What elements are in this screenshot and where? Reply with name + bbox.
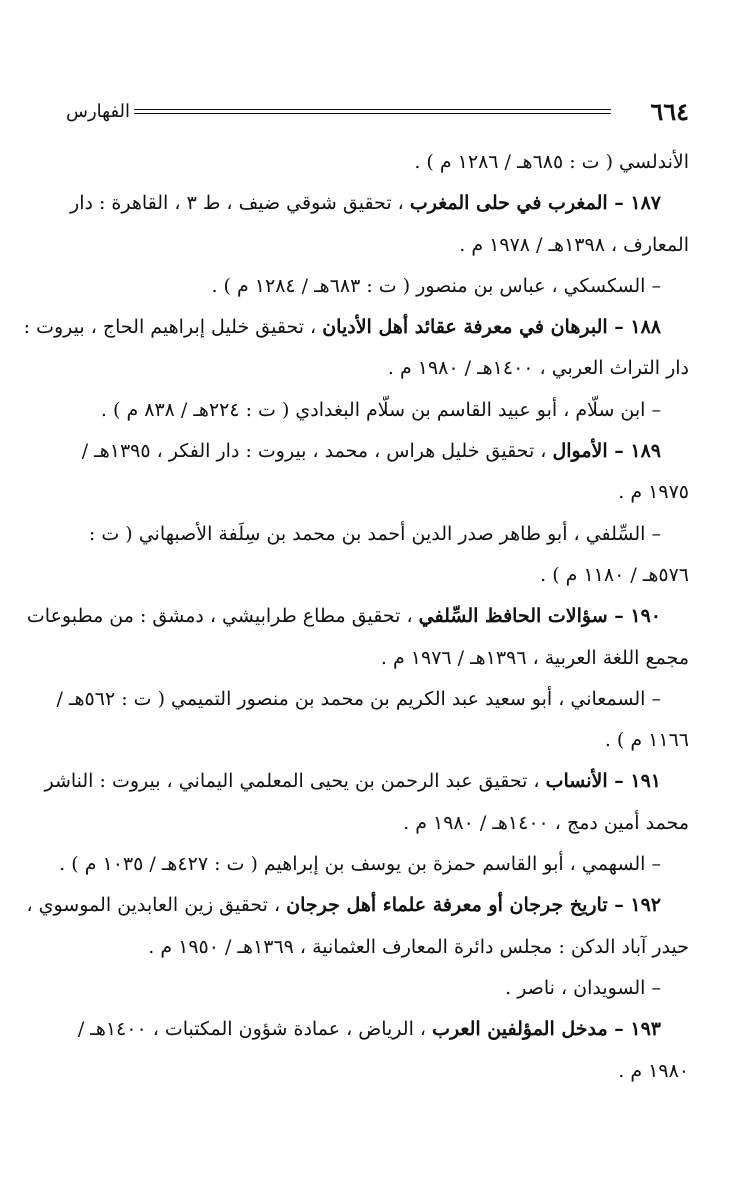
- text-line: [66, 968, 689, 1009]
- entry-title: ١٩٢ – تاريخ جرجان أو معرفة علماء أهل جرجان: [286, 894, 661, 917]
- entry-text: – ابن سلّام ، أبو عبيد القاسم بن سلّام البغدادي ( ت : ٢٢٤هـ / ٨٣٨ م ) .: [100, 398, 661, 421]
- text-line: [66, 142, 689, 183]
- text-line: [66, 555, 689, 596]
- page-number: ٦٦٤: [650, 97, 689, 126]
- text-line: [66, 927, 689, 968]
- text-line: [66, 638, 689, 679]
- text-line: [23, 307, 689, 348]
- entry-text: – السمعاني ، أبو سعيد عبد الكريم بن محمد بن منصور التميمي ( ت : ٥٦٢هـ /: [56, 687, 661, 710]
- text-line: [66, 183, 689, 224]
- entry-text: – السهمي ، أبو القاسم حمزة بن يوسف بن إبراهيم ( ت : ٤٢٧هـ / ١٠٣٥ م ) .: [59, 853, 661, 876]
- entry-text: ، تحقيق زين العابدين الموسوي ،: [26, 894, 287, 917]
- entry-text: – السكسكي ، عباس بن منصور ( ت : ٦٨٣هـ / ١٢٨٤ م ) .: [211, 274, 661, 297]
- entry-text: ٥٧٦هـ / ١١٨٠ م ) .: [540, 563, 689, 586]
- section-title: الفهارس: [66, 101, 131, 122]
- text-line: [66, 803, 689, 844]
- entry-title: ١٨٨ – البرهان في معرفة عقائد أهل الأديان: [322, 316, 661, 339]
- text-line: [66, 431, 689, 472]
- entry-title: ١٩١ – الأنساب: [545, 770, 661, 793]
- entry-text: ١٩٨٠ م .: [618, 1059, 689, 1082]
- entry-text: ١١٦٦ م ) .: [604, 729, 689, 752]
- text-line: [59, 844, 689, 885]
- text-line: [66, 514, 689, 555]
- entry-text: ، تحقيق خليل إبراهيم الحاج ، بيروت :: [23, 316, 323, 339]
- text-line: [66, 390, 689, 431]
- page-header: [66, 92, 689, 132]
- text-line: [26, 596, 689, 637]
- entry-text: ، تحقيق عبد الرحمن بن يحيى المعلمي اليماني ، بيروت : الناشر: [44, 770, 546, 793]
- entry-text: محمد أمين دمج ، ١٤٠٠هـ / ١٩٨٠ م .: [403, 811, 689, 834]
- header-rule-top: [134, 109, 611, 110]
- text-line: [44, 761, 689, 802]
- text-line: [66, 266, 689, 307]
- entry-text: ، تحقيق خليل هراس ، محمد ، بيروت : دار الفكر ، ١٣٩٥هـ /: [81, 440, 553, 463]
- entry-text: دار التراث العربي ، ١٤٠٠هـ / ١٩٨٠ م .: [387, 357, 689, 380]
- entry-title: ١٨٧ – المغرب في حلى المغرب: [409, 192, 661, 215]
- entry-text: ، تحقيق مطاع طرابيشي ، دمشق : من مطبوعات: [26, 605, 419, 628]
- text-line: [66, 720, 689, 761]
- entry-title: ١٨٩ – الأموال: [552, 440, 661, 463]
- text-line: [66, 1009, 689, 1050]
- entry-text: ١٩٧٥ م .: [618, 481, 689, 504]
- entry-text: ، الرياض ، عمادة شؤون المكتبات ، ١٤٠٠هـ /: [77, 1018, 433, 1041]
- entry-text: – السِّلفي ، أبو طاهر صدر الدين أحمد بن محمد بن سِلَفة الأصبهاني ( ت :: [88, 522, 661, 545]
- entry-title: ١٩٠ – سؤالات الحافظ السِّلفي: [418, 605, 661, 628]
- entry-text: حيدر آباد الدكن : مجلس دائرة المعارف العثمانية ، ١٣٦٩هـ / ١٩٥٠ م .: [148, 935, 689, 958]
- entry-text: مجمع اللغة العربية ، ١٣٩٦هـ / ١٩٧٦ م .: [380, 646, 689, 669]
- text-line: [66, 348, 689, 389]
- header-rule-bottom: [134, 113, 611, 114]
- text-line: [66, 225, 689, 266]
- text-line: [66, 1051, 689, 1092]
- entry-text: الأندلسي ( ت : ٦٨٥هـ / ١٢٨٦ م ) .: [414, 151, 689, 173]
- text-line: [26, 885, 689, 926]
- text-line: [66, 472, 689, 513]
- page-body: [23, 142, 689, 1092]
- entry-text: المعارف ، ١٣٩٨هـ / ١٩٧٨ م .: [459, 233, 689, 256]
- text-line: [56, 679, 689, 720]
- entry-text: – السويدان ، ناصر .: [505, 976, 661, 999]
- entry-text: ، تحقيق شوقي ضيف ، ط ٣ ، القاهرة : دار: [70, 192, 410, 215]
- entry-title: ١٩٣ – مدخل المؤلفين العرب: [432, 1018, 661, 1041]
